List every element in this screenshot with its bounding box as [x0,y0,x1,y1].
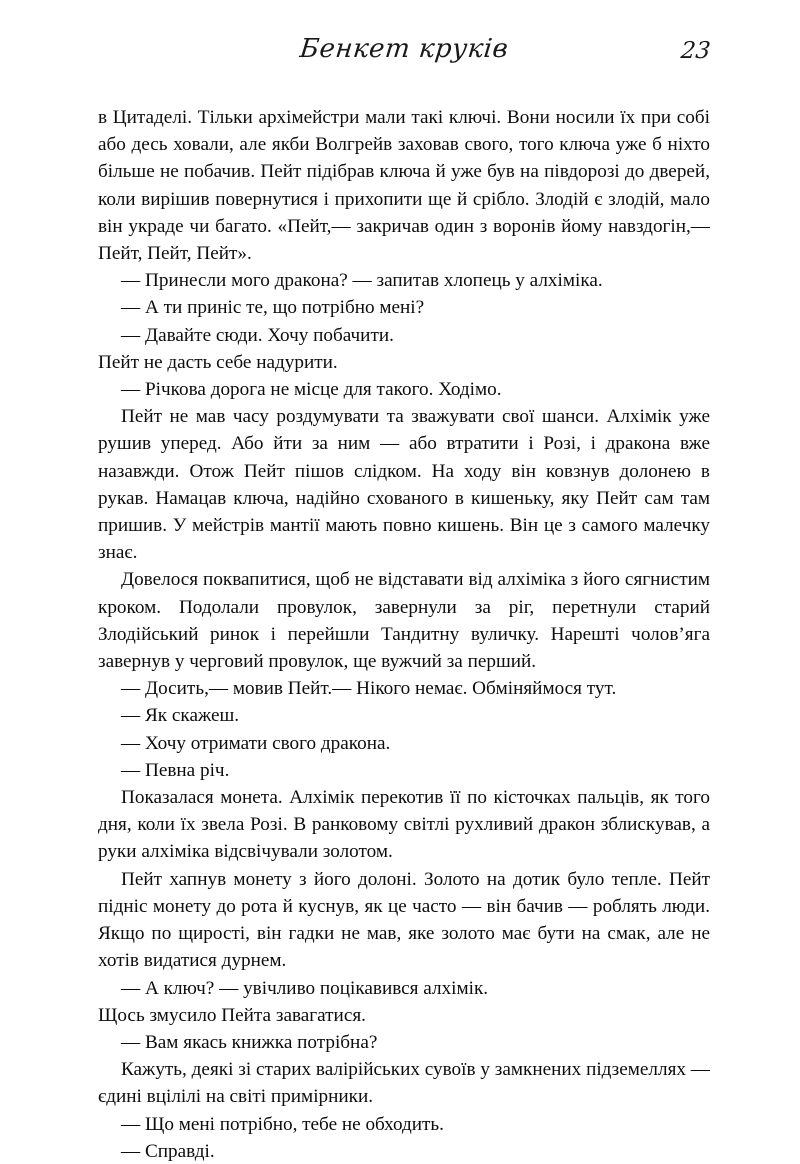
dialogue-line: — Вам якась книжка потрібна? [121,1031,378,1053]
dialogue-line: — Справді. [121,1140,215,1162]
running-head [98,34,710,78]
dialogue-line: — Що мені потрібно, тебе не обходить. [121,1113,444,1135]
paragraph: Довелося поквапитися, щоб не відставати від алхіміка з його сягнистим кроком. Подолали провулок, завернули за ріг, перетнули старий Злодійський ринок і перейшли Тандитну вуличку. Нарешті чолов’яга завернув у черговий провулок, ще вужчий за перший. [98,569,710,673]
running-head-title: Бенкет круків [298,34,510,64]
paragraph: Показалася монета. Алхімік перекотив її по кісточках пальців, як того дня, коли їх звела Розі. В ранковому світлі рухливий дракон зблискував, а руки алхіміка відсвічували золотом. [98,787,710,863]
dialogue-line: — А ти приніс те, що потрібно мені? [121,297,425,319]
narrative-line: Щось змусило Пейта завагатися. [98,1004,366,1026]
dialogue-line: — Певна річ. [121,759,230,781]
body-text [98,104,710,1164]
page-number: 23 [679,38,712,64]
paragraph: Пейт хапнув монету з його долоні. Золото на дотик було тепле. Пейт підніс монету до рота й куснув, як це часто — він бачив — роблять люди. Якщо по щирості, він гадки не мав, яке золото має бути на смак, але не хотів видатися дурнем. [98,868,710,972]
dialogue-line: — Давайте сюди. Хочу побачити. [121,324,394,346]
dialogue-line: — Принесли мого дракона? — запитав хлопець у алхіміка. [121,270,603,292]
dialogue-line: — Річкова дорога не місце для такого. Ходімо. [121,379,502,401]
dialogue-line: — Як скажеш. [121,705,240,727]
paragraph-continued: в Цитаделі. Тільки архімейстри мали такі ключі. Вони носили їх при собі або десь ховали, але якби Волгрейв заховав свого, того ключа уже б ніхто більше не побачив. Пейт підібрав ключа й уже був на півдорозі до дверей, коли вирішив повернутися і прихопити ще й срібло. Злодій є злодій, мало він украде чи багато. «Пейт,— закричав один з воронів йому навздогін,— Пейт, Пейт, Пейт». [98,107,710,265]
dialogue-line: — Досить,— мовив Пейт.— Нікого немає. Обміняймося тут. [121,678,617,700]
dialogue-line: — Хочу отримати свого дракона. [121,732,391,754]
paragraph: Пейт не мав часу роздумувати та зважувати свої шанси. Алхімік уже рушив уперед. Або йти за ним — або втратити і Розі, і дракона вже назавжди. Отож Пейт пішов слідком. На ходу він ковзнув долонею в рукав. Намацав ключа, надійно схованого в кишеньку, яку Пейт сам там пришив. У мейстрів мантії мають повно кишень. Він це з самого малечку знає. [98,406,710,564]
paragraph: Кажуть, деякі зі старих валірійських сувоїв у замкнених підземеллях — єдині вцілілі на світі примірники. [98,1059,710,1108]
narrative-line: Пейт не дасть себе надурити. [98,351,338,373]
dialogue-line: — А ключ? — увічливо поцікавився алхімік. [121,977,489,999]
